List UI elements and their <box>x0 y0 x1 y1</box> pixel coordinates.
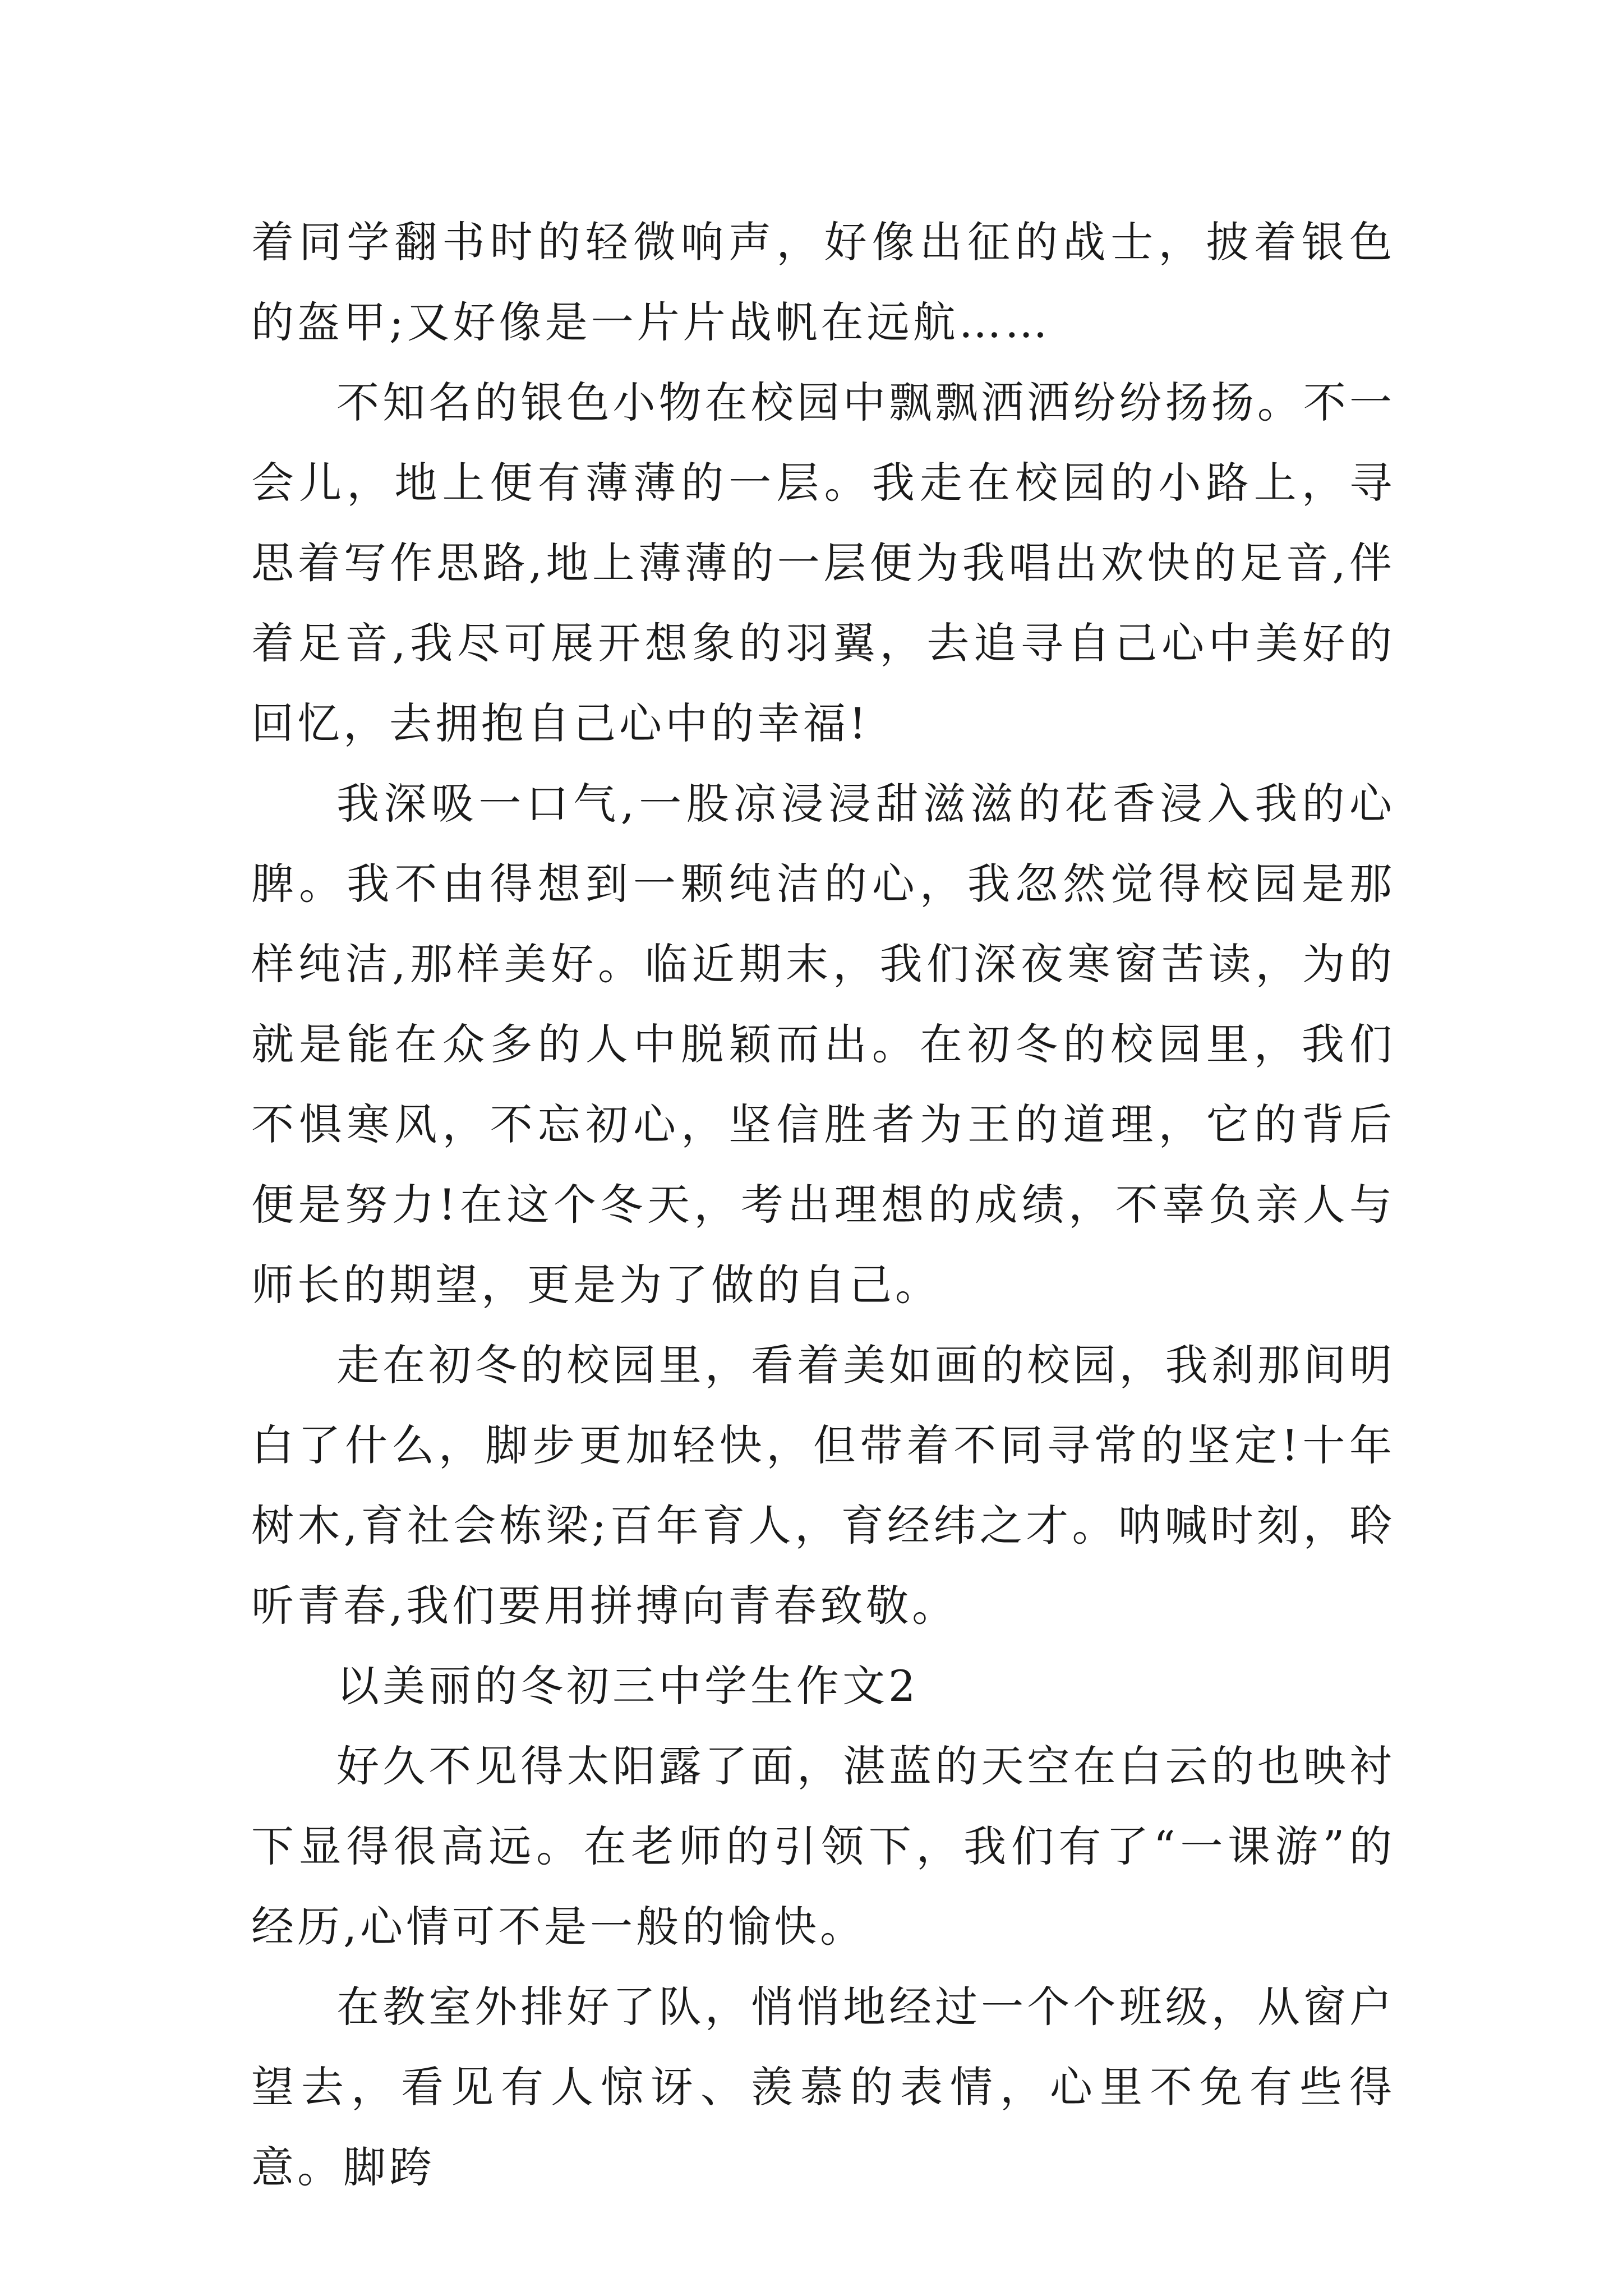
paragraph-4: 走在初冬的校园里，看着美如画的校园，我刹那间明白了什么，脚步更加轻快，但带着不同寻常的坚定!十年树木,育社会栋梁;百年育人，育经纬之才。呐喊时刻，聆听青春,我们要用拼搏向青春致敬。 <box>251 1340 1395 1631</box>
paragraph-6: 在教室外排好了队，悄悄地经过一个个班级，从窗户望去，看见有人惊讶、羡慕的表情，心里不免有些得意。脚跨 <box>251 1982 1395 2192</box>
section-heading: 以美丽的冬初三中学生作文2 <box>336 1661 919 1711</box>
paragraph-1: 着同学翻书时的轻微响声，好像出征的战士，披着银色的盔甲;又好像是一片片战帆在远航…… <box>251 217 1395 347</box>
paragraph-2: 不知名的银色小物在校园中飘飘洒洒纷纷扬扬。不一会儿，地上便有薄薄的一层。我走在校园的小路上，寻思着写作思路,地上薄薄的一层便为我唱出欢快的足音,伴着足音,我尽可展开想象的羽翼，去追寻自己心中美好的回忆，去拥抱自己心中的幸福! <box>251 378 1395 748</box>
document-body <box>251 202 1395 2207</box>
paragraph-5: 好久不见得太阳露了面，湛蓝的天空在白云的也映衬下显得很高远。在老师的引领下，我们有了“一课游”的经历,心情可不是一般的愉快。 <box>251 1741 1395 1952</box>
paragraph-3: 我深吸一口气,一股凉浸浸甜滋滋的花香浸入我的心脾。我不由得想到一颗纯洁的心，我忽然觉得校园是那样纯洁,那样美好。临近期末，我们深夜寒窗苦读，为的就是能在众多的人中脱颖而出。在初冬的校园里，我们不惧寒风，不忘初心，坚信胜者为王的道理，它的背后便是努力!在这个冬天，考出理想的成绩，不辜负亲人与师长的期望，更是为了做的自己。 <box>251 779 1395 1310</box>
